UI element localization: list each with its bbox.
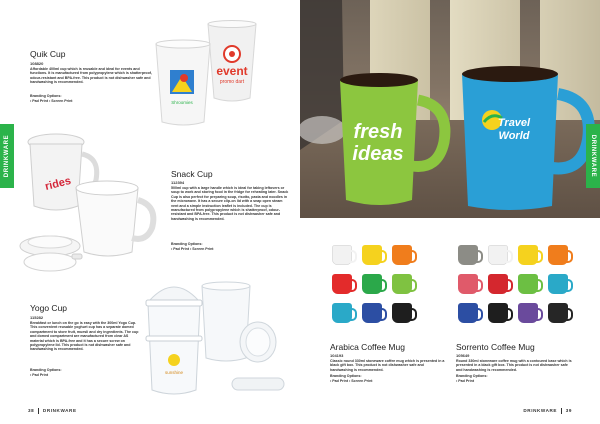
arabica-mug-swatch: [332, 303, 352, 323]
arabica-mug-swatch: [332, 274, 352, 294]
product-code-arabica: 104193: [330, 353, 344, 358]
snack-cup-image: [16, 128, 166, 278]
branding-heading-sorrento: Branding Options:: [456, 374, 488, 378]
arabica-mug-swatch: [392, 274, 412, 294]
section-tab-label: DRINKWARE: [4, 134, 10, 178]
sorrento-mug-swatch: [518, 245, 538, 265]
sorrento-mug-swatch: [488, 245, 508, 265]
sorrento-mug-swatch: [518, 274, 538, 294]
fresh-ideas-line2: ideas: [352, 143, 404, 165]
arabica-mug-swatch: [392, 245, 412, 265]
product-description-sorrento: Round 330ml stoneware coffee mug with a contoured base which is presented in a black gift box. This product is not dishwasher safe and handwashing is recommended.: [456, 359, 572, 372]
footer-right: [523, 408, 572, 414]
branding-options-yogo-cup: • Pad Print: [30, 373, 49, 377]
sorrento-mug-swatch: [488, 303, 508, 323]
product-title-sorrento: Sorrento Coffee Mug: [456, 342, 535, 352]
product-code-sorrento: 105649: [456, 353, 470, 358]
branding-heading-yogo-cup: Branding Options:: [30, 368, 62, 372]
custom-logo-print: Shroomies: [171, 100, 193, 105]
footer-left: [28, 408, 77, 414]
rides-print: rides: [43, 174, 73, 193]
branding-heading-arabica: Branding Options:: [330, 374, 362, 378]
fresh-ideas-line1: fresh: [353, 121, 403, 143]
branding-options-arabica: • Pad Print • Screen Print: [330, 379, 373, 383]
product-code-quik-cup: 108820: [30, 61, 44, 66]
product-description-arabica: Classic round 330ml stoneware coffee mug which is presented in a black gift box. This product is not dishwasher safe and handwashing is recommended.: [330, 359, 445, 372]
sorrento-mug-swatch: [548, 274, 568, 294]
sorrento-mug-swatch: [488, 274, 508, 294]
product-title-snack-cup: Snack Cup: [171, 169, 213, 179]
section-tab-left: [0, 124, 14, 188]
event-print: event: [216, 64, 248, 78]
product-description-quik-cup: Affordable 400ml cup which is reusable and ideal for events and functions. It is manufactured from polypropylene which is shatterproof, odour-resistant and BPA-free. This product is not dishwasher safe and handwashing is recommended.: [30, 67, 153, 85]
sorrento-mug-swatch: [458, 245, 478, 265]
branding-options-snack-cup: • Pad Print • Screen Print: [171, 247, 214, 251]
sorrento-mug-swatch: [458, 274, 478, 294]
footer-label-right: DRINKWARE: [523, 408, 558, 414]
product-code-snack-cup: 112394: [171, 180, 185, 185]
product-title-quik-cup: Quik Cup: [30, 49, 66, 59]
arabica-mug-swatch: [362, 274, 382, 294]
branding-options-quik-cup: • Pad Print • Screen Print: [30, 99, 73, 103]
arabica-mug-swatch: [362, 245, 382, 265]
product-description-yogo-cup: Breakfast or lunch on the go is easy with the 300ml Yogo Cup. This convenient reusable yoghurt cup has a separate domed compartment to store fruit, muesli and dry ingredients. The cup and domed compartment are manufactured from clear AS material which is BPA-free and it has a secure screw on polypropylene lid. This product is not dishwasher safe and handwashing is recommended.: [30, 321, 139, 352]
product-code-yogo-cup: 115282: [30, 315, 44, 320]
sun-logo-print: sunshine: [164, 370, 184, 375]
branding-options-sorrento: • Pad Print: [456, 379, 475, 383]
travel-world-line1: Travel: [497, 117, 531, 129]
sorrento-mug-swatch: [548, 303, 568, 323]
footer-label-left: DRINKWARE: [42, 408, 77, 414]
sorrento-mug-swatch: [548, 245, 568, 265]
right-page: [300, 0, 600, 424]
page-number-left: 38: [28, 408, 35, 414]
event-print-sub: promo dart: [219, 79, 245, 85]
sorrento-mug-swatch: [458, 303, 478, 323]
product-description-snack-cup: 500ml cup with a large handle which is ideal for taking leftovers or soup to work and storing food in the fridge for reheating later. Snack Cup is also perfect for preparing soup, risotto, pasta and noodles in the microwave. It has a secure clip-on lid with a snap open steam vent and a simple instruction leaflet is included. The cup is manufactured from polypropylene which is shatterproof, odour-resistant and BPA-free. This product is not dishwasher safe and handwashing is recommended.: [171, 186, 289, 221]
arabica-mug-swatch: [362, 303, 382, 323]
quik-cup-image: [150, 18, 290, 126]
hero-mugs: [300, 0, 600, 218]
branding-heading-quik-cup: Branding Options:: [30, 94, 62, 98]
sorrento-mug-swatch: [518, 303, 538, 323]
section-tab-label-right: DRINKWARE: [590, 134, 596, 178]
product-title-yogo-cup: Yogo Cup: [30, 303, 68, 313]
page-number-right: 39: [565, 408, 572, 414]
arabica-mug-swatch: [392, 303, 412, 323]
hero-photo: [300, 0, 600, 218]
product-title-arabica: Arabica Coffee Mug: [330, 342, 405, 352]
travel-world-line2: World: [498, 130, 530, 142]
arabica-mug-swatch: [332, 245, 352, 265]
branding-heading-snack-cup: Branding Options:: [171, 242, 203, 246]
yogo-cup-image: [140, 278, 290, 402]
section-tab-right: [586, 124, 600, 188]
